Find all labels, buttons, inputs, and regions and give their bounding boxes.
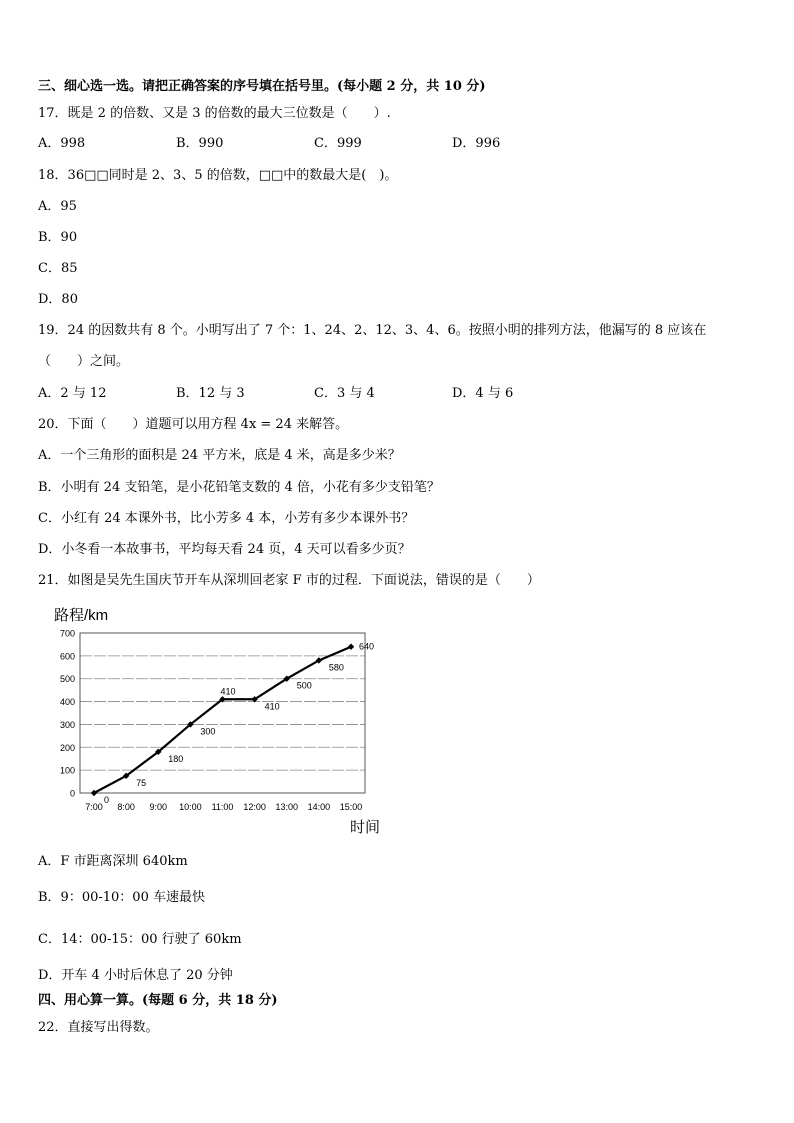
chart-ylabel: 路程/km xyxy=(54,607,109,624)
question-22-stem: 22．直接写出得数。 xyxy=(38,1020,159,1035)
q19-option-d: D．4 与 6 xyxy=(452,386,514,401)
y-tick-label: 700 xyxy=(59,628,75,639)
distance-time-line-chart xyxy=(40,600,400,840)
y-tick-label: 500 xyxy=(59,674,75,685)
q21-option-b: B．9：00-10：00 车速最快 xyxy=(38,890,205,905)
q18-option-c: C．85 xyxy=(38,261,78,276)
q19-option-a: A．2 与 12 xyxy=(38,386,107,401)
data-label: 410 xyxy=(220,686,236,697)
x-tick-label: 13:00 xyxy=(275,802,299,812)
data-label: 640 xyxy=(359,641,375,652)
data-label: 410 xyxy=(264,701,280,712)
q18-option-b: B．90 xyxy=(38,230,78,245)
chart-x-ticks xyxy=(85,802,362,812)
data-label: 75 xyxy=(136,777,147,788)
q20-option-d: D．小冬看一本故事书，平均每天看 24 页，4 天可以看多少页？ xyxy=(38,542,411,557)
series-line xyxy=(94,647,351,793)
data-point xyxy=(348,644,354,650)
y-tick-label: 200 xyxy=(59,742,75,753)
x-tick-label: 10:00 xyxy=(179,802,202,812)
y-tick-label: 300 xyxy=(59,719,75,730)
x-tick-label: 9:00 xyxy=(149,802,168,812)
q21-option-a: A．F 市距离深圳 640km xyxy=(38,854,188,869)
chart-grid xyxy=(80,656,365,770)
q21-option-d: D．开车 4 小时后休息了 20 分钟 xyxy=(38,968,233,983)
q17-option-b: B．990 xyxy=(176,136,224,151)
y-tick-label: 600 xyxy=(59,651,75,662)
data-label: 500 xyxy=(296,680,312,691)
q17-option-d: D．996 xyxy=(452,136,501,151)
chart-xlabel: 时间 xyxy=(350,819,381,836)
q20-option-b: B．小明有 24 支铅笔，是小花铅笔支数的 4 倍，小花有多少支铅笔？ xyxy=(38,480,440,495)
x-tick-label: 12:00 xyxy=(243,802,266,812)
x-tick-label: 8:00 xyxy=(117,802,135,812)
q21-option-c: C．14：00-15：00 行驶了 60km xyxy=(38,932,242,947)
question-17-stem: 17．既是 2 的倍数、又是 3 的倍数的最大三位数是（ ）. xyxy=(38,106,391,121)
q18-option-a: A．95 xyxy=(38,199,77,214)
question-19-stem-line2: （ ）之间。 xyxy=(38,354,130,369)
q19-option-b: B．12 与 3 xyxy=(176,386,245,401)
chart-data-labels xyxy=(104,642,374,805)
y-tick-label: 0 xyxy=(69,788,75,799)
section-3-heading: 三、细心选一选。请把正确答案的序号填在括号里。(每小题 2 分，共 10 分) xyxy=(38,79,486,94)
x-tick-label: 14:00 xyxy=(307,802,331,812)
data-label: 180 xyxy=(168,753,184,764)
question-21-stem: 21．如图是吴先生国庆节开车从深圳回老家 F 市的过程．下面说法，错误的是（ ） xyxy=(38,573,540,588)
chart-y-ticks xyxy=(60,629,75,799)
section-4-heading: 四、用心算一算。(每题 6 分，共 18 分) xyxy=(38,993,278,1008)
y-tick-label: 400 xyxy=(59,697,75,708)
q20-option-a: A．一个三角形的面积是 24 平方米，底是 4 米，高是多少米？ xyxy=(38,448,401,463)
plot-area-border xyxy=(80,633,365,793)
q19-option-c: C．3 与 4 xyxy=(314,386,375,401)
q20-option-c: C．小红有 24 本课外书，比小芳多 4 本，小芳有多少本课外书？ xyxy=(38,511,415,526)
data-label: 300 xyxy=(200,726,216,737)
data-label: 0 xyxy=(104,795,110,805)
x-tick-label: 15:00 xyxy=(339,802,363,812)
x-tick-label: 11:00 xyxy=(211,802,234,812)
question-18-stem: 18．36□□同时是 2、3、5 的倍数，□□中的数最大是( )。 xyxy=(38,168,398,183)
q17-option-c: C．999 xyxy=(314,136,362,151)
q18-option-d: D．80 xyxy=(38,292,78,307)
question-19-stem-line1: 19．24 的因数共有 8 个。小明写出了 7 个：1、24、2、12、3、4、6。按照小明的排列方法，他漏写的 8 应该在 xyxy=(38,323,707,338)
q17-option-a: A．998 xyxy=(38,136,86,151)
y-tick-label: 100 xyxy=(59,765,75,776)
question-20-stem: 20．下面（ ）道题可以用方程 4x = 24 来解答。 xyxy=(38,417,349,432)
x-tick-label: 7:00 xyxy=(85,802,103,812)
data-label: 580 xyxy=(328,662,344,673)
